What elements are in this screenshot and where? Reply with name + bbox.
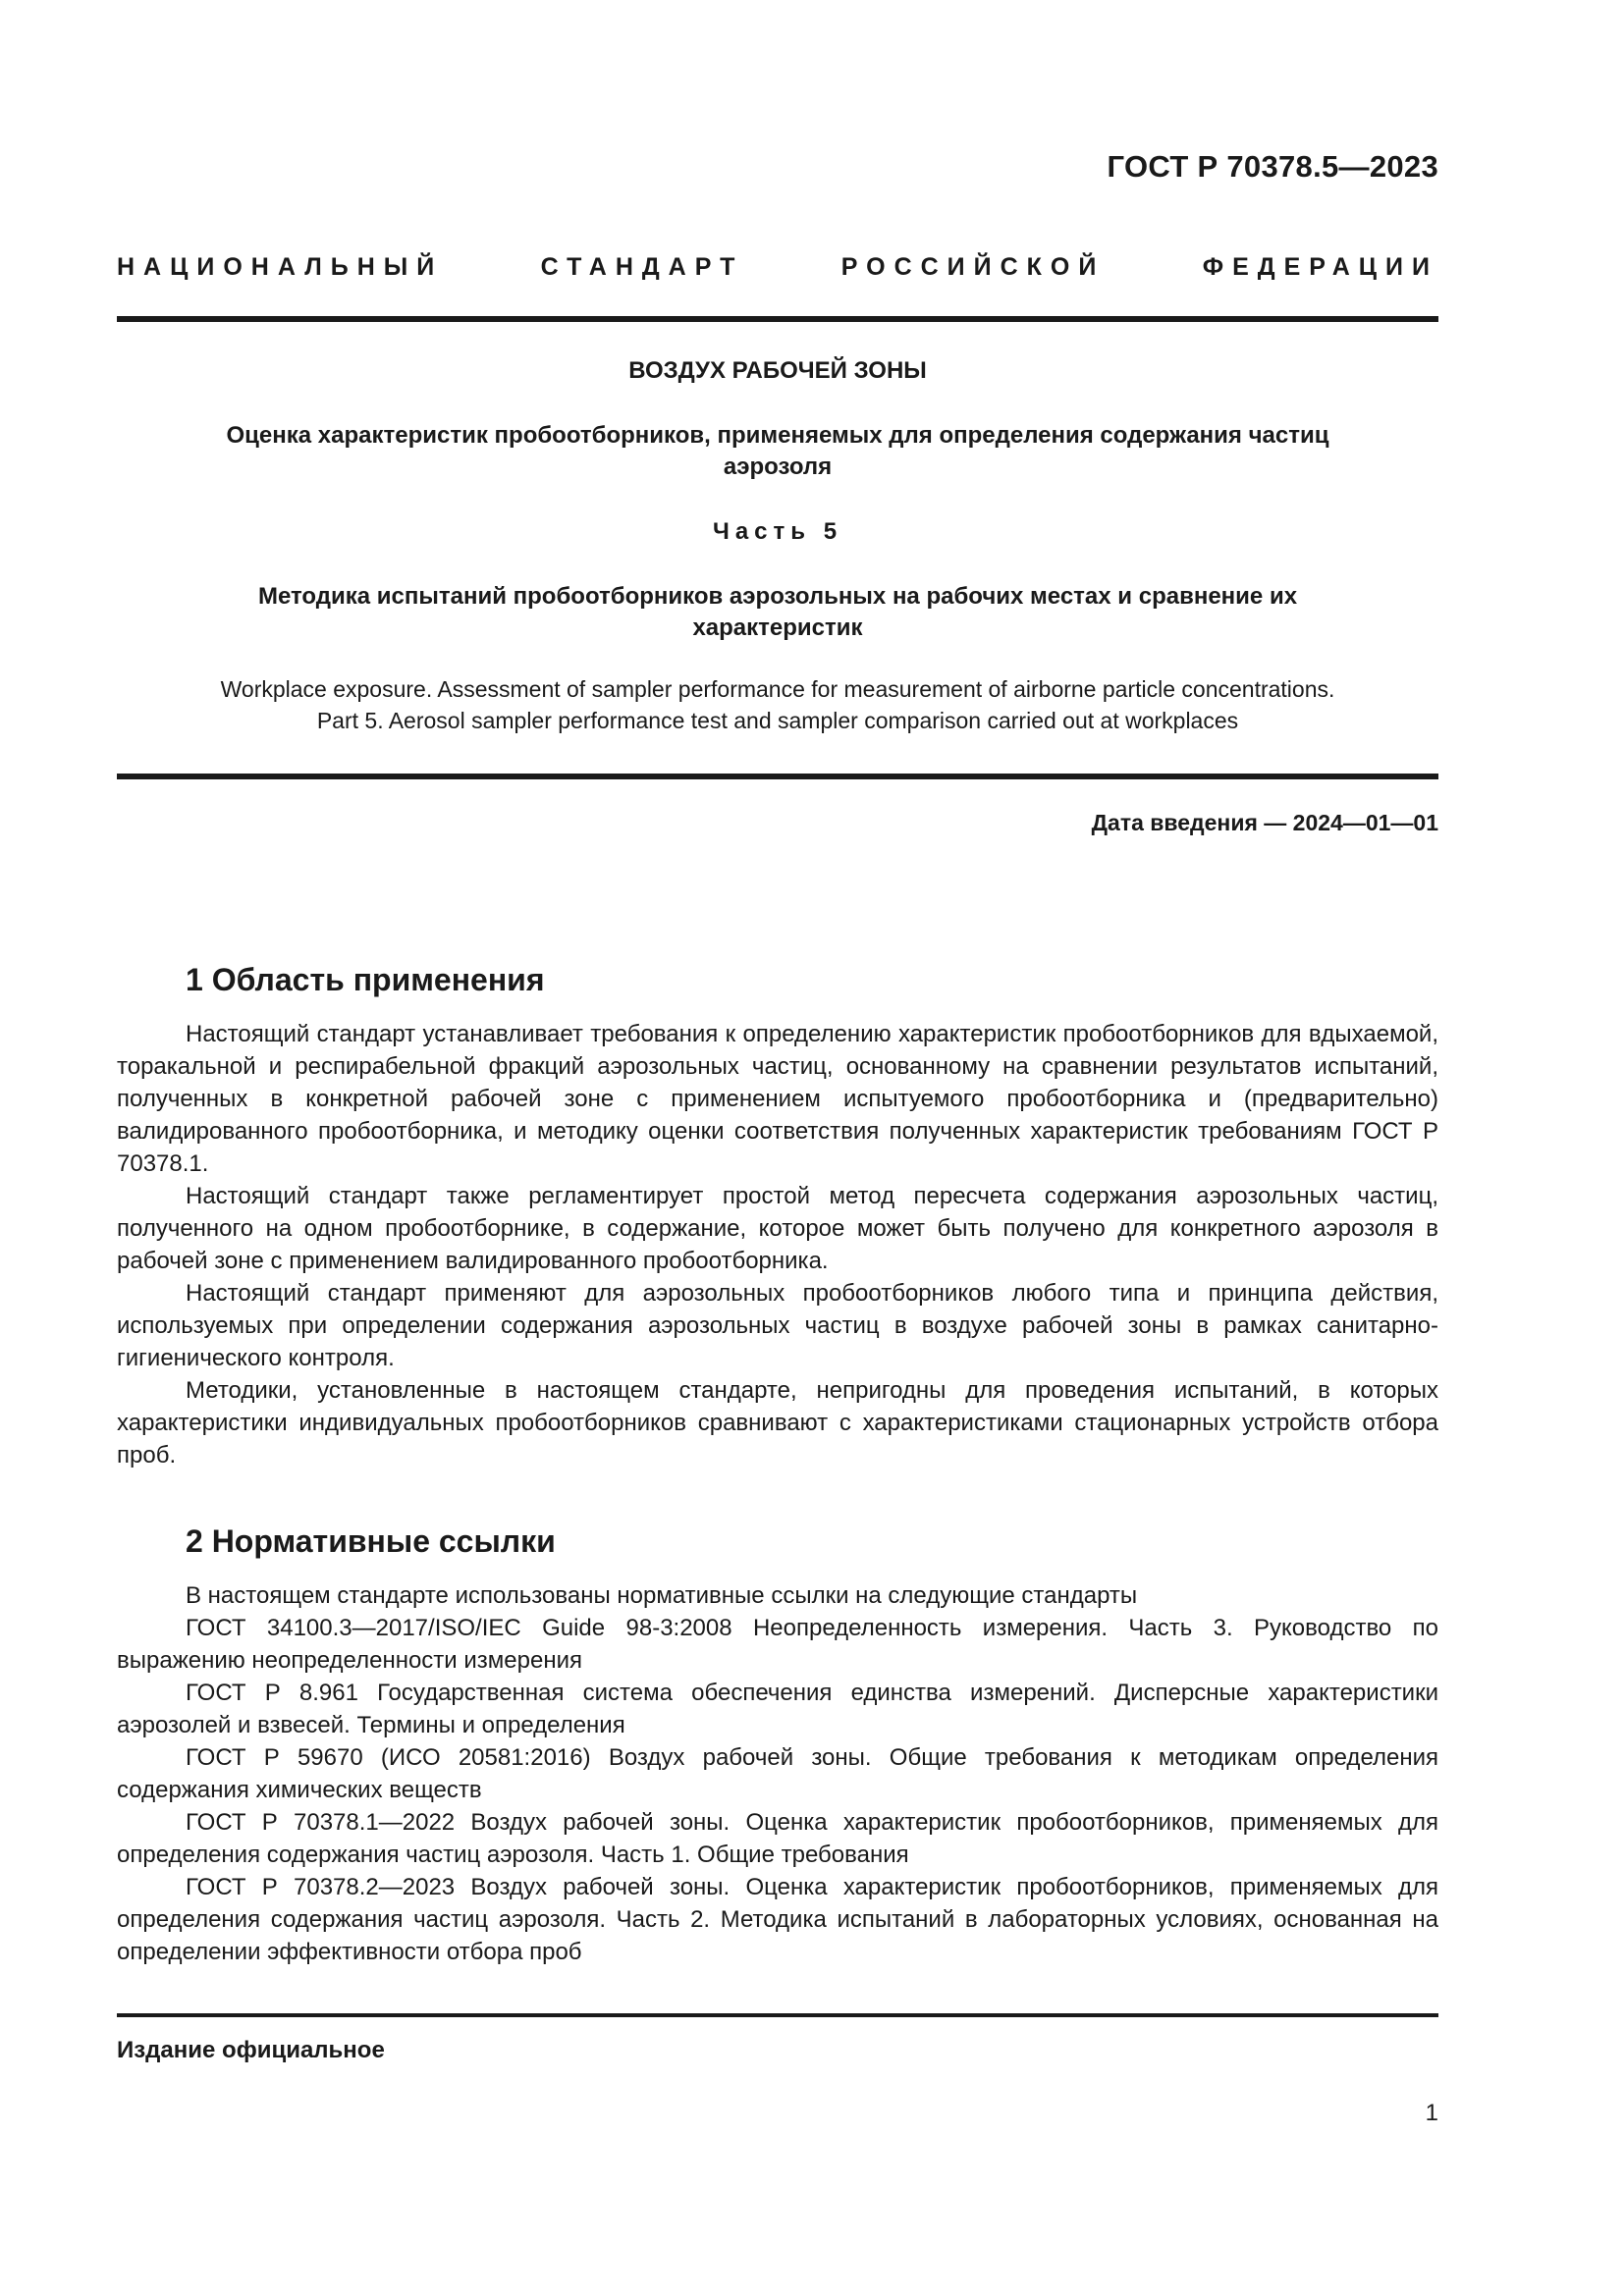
- english-title-line-1: Workplace exposure. Assessment of sampler performance for measurement of airborne particle concentrations.: [220, 676, 1335, 702]
- reference-item: ГОСТ Р 59670 (ИСО 20581:2016) Воздух рабочей зоны. Общие требования к методикам определения содержания химических веществ: [117, 1744, 1438, 1803]
- introduction-date: Дата введения — 2024—01—01: [1091, 810, 1438, 835]
- paragraph: Настоящий стандарт также регламентирует простой метод пересчета содержания аэрозольных частиц, полученного на одном пробоотборнике, в содержание, которое может быть получено для конкретного аэрозоля в рабочей зоне с применением валидированного пробоотборника.: [117, 1183, 1438, 1274]
- english-title: [117, 673, 1438, 736]
- paragraph: Настоящий стандарт устанавливает требования к определению характеристик пробоотборников для вдыхаемой, торакальной и респирабельной фракций аэрозольных частиц, основанному на сравнении результатов испытаний, полученных в конкретной рабочей зоне с применением испытуемого пробоотборника и (предварительно) валидированного пробоотборника, и методику оценки соответствия полученных характеристик требованиям ГОСТ Р 70378.1.: [117, 1021, 1438, 1177]
- official-edition-label: Издание официальное: [117, 2037, 385, 2063]
- reference-item: ГОСТ 34100.3—2017/ISO/IEC Guide 98-3:2008 Неопределенность измерения. Часть 3. Руководство по выражению неопределенности измерения: [117, 1615, 1438, 1674]
- paragraph: В настоящем стандарте использованы нормативные ссылки на следующие стандарты: [186, 1582, 1138, 1609]
- paragraph: Настоящий стандарт применяют для аэрозольных пробоотборников любого типа и принципа действия, используемых при определении содержания аэрозольных частиц в воздухе рабочей зоны в рамках санитарно-гигиенического контроля.: [117, 1280, 1438, 1371]
- document-subtitle: Оценка характеристик пробоотборников, применяемых для определения содержания частиц аэрозоля: [226, 422, 1329, 480]
- section-1-title: 1 Область применения: [186, 962, 545, 997]
- reference-item: ГОСТ Р 8.961 Государственная система обеспечения единства измерений. Дисперсные характеристики аэрозолей и взвесей. Термины и определения: [117, 1680, 1438, 1738]
- paragraph: Методики, установленные в настоящем стандарте, непригодны для проведения испытаний, в которых характеристики индивидуальных пробоотборников сравнивают с характеристиками стационарных устройств отбора проб.: [117, 1377, 1438, 1468]
- document-number: ГОСТ Р 70378.5—2023: [1107, 149, 1438, 184]
- page-number: 1: [1425, 2100, 1438, 2126]
- title-divider: [117, 774, 1438, 779]
- section-2-title: 2 Нормативные ссылки: [186, 1523, 556, 1559]
- document-page: [117, 0, 1438, 2296]
- top-divider: [117, 316, 1438, 322]
- reference-item: ГОСТ Р 70378.1—2022 Воздух рабочей зоны. Оценка характеристик пробоотборников, применяемых для определения содержания частиц аэрозоля. Часть 1. Общие требования: [117, 1809, 1438, 1868]
- english-title-line-2: Part 5. Aerosol sampler performance test and sampler comparison carried out at workplaces: [316, 708, 1239, 733]
- document-part: Часть 5: [712, 518, 843, 545]
- section-1-body: [117, 1018, 1438, 1471]
- footer-divider: [117, 2013, 1438, 2017]
- document-method-title: Методика испытаний пробоотборников аэрозольных на рабочих местах и сравнение их характеристик: [257, 583, 1298, 641]
- section-2-body: [117, 1579, 1438, 1968]
- national-standard-heading: НАЦИОНАЛЬНЫЙ СТАНДАРТ РОССИЙСКОЙ ФЕДЕРАЦИИ: [117, 253, 1438, 281]
- reference-item: ГОСТ Р 70378.2—2023 Воздух рабочей зоны. Оценка характеристик пробоотборников, применяемых для определения содержания частиц аэрозоля. Часть 2. Методика испытаний в лабораторных условиях, основанная на определении эффективности отбора проб: [117, 1874, 1438, 1965]
- document-title: ВОЗДУХ РАБОЧЕЙ ЗОНЫ: [628, 357, 927, 384]
